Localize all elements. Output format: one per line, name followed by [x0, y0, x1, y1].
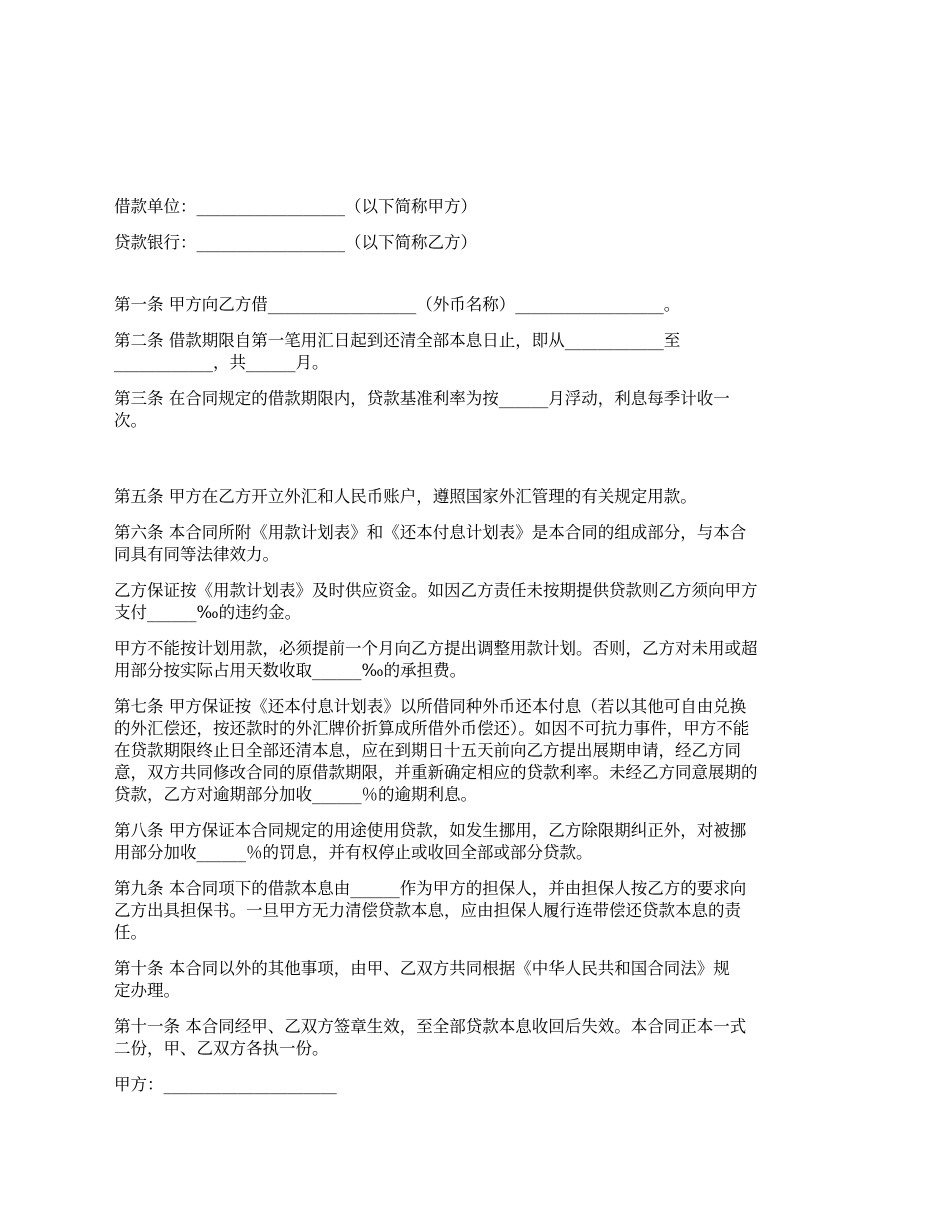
- clause-5: 第五条 甲方在乙方开立外汇和人民币账户，遵照国家外汇管理的有关规定用款。: [114, 487, 697, 506]
- clause-1: 第一条 甲方向乙方借__________________（外币名称）__________________。: [114, 295, 681, 314]
- clause-3: 第三条 在合同规定的借款期限内，贷款基准利率为按______月浮动，利息每季计收一 次。: [114, 389, 730, 430]
- borrower-line: 借款单位：__________________（以下简称甲方）: [114, 197, 477, 216]
- clause-6-lender-guarantee: 乙方保证按《用款计划表》及时供应资金。如因乙方责任未按期提供贷款则乙方须向甲方 支付______‰的违约金。: [114, 581, 758, 622]
- clause-6-borrower-adjustment: 甲方不能按计划用款，必须提前一个月向乙方提出调整用款计划。否则，乙方对未用或超 用部分按实际占用天数收取______‰的承担费。: [114, 639, 758, 680]
- clause-6: 第六条 本合同所附《用款计划表》和《还本付息计划表》是本合同的组成部分，与本合 同具有同等法律效力。: [114, 523, 747, 564]
- clause-2: 第二条 借款期限自第一笔用汇日起到还清全部本息日止，即从____________至 ____________，共______月。: [114, 331, 681, 372]
- clause-11: 第十一条 本合同经甲、乙双方签章生效，至全部贷款本息收回后失效。本合同正本一式 二份，甲、乙双方各执一份。: [114, 1017, 747, 1058]
- contract-page: [114, 196, 832, 1096]
- clause-10: 第十条 本合同以外的其他事项，由甲、乙双方共同根据《中华人民共和国合同法》规 定办理。: [114, 959, 730, 1000]
- party-a-signature: 甲方：_____________________: [114, 1075, 337, 1094]
- clause-9: 第九条 本合同项下的借款本息由______作为甲方的担保人，并由担保人按乙方的要求向 乙方出具担保书。一旦甲方无力清偿贷款本息，应由担保人履行连带偿还贷款本息的责 任。: [114, 879, 747, 942]
- lender-line: 贷款银行：__________________（以下简称乙方）: [114, 233, 477, 252]
- clause-8: 第八条 甲方保证本合同规定的用途使用贷款，如发生挪用，乙方除限期纠正外，对被挪 用部分加收______％的罚息，并有权停止或收回全部或部分贷款。: [114, 821, 747, 862]
- clause-7: 第七条 甲方保证按《还本付息计划表》以所借同种外币还本付息（若以其他可自由兑换 的外汇偿还，按还款时的外汇牌价折算成所借外币偿还）。如因不可抗力事件，甲方不能 在贷款期限终止日全部还清本息，应在到期日十五天前向乙方提出展期申请，经乙方同 意，双方共同修改合同的原借款期限，并重新确定相应的贷款利率。未经乙方同意展期的 贷款，乙方对逾期部分加收______％的逾期利息。: [114, 697, 758, 804]
